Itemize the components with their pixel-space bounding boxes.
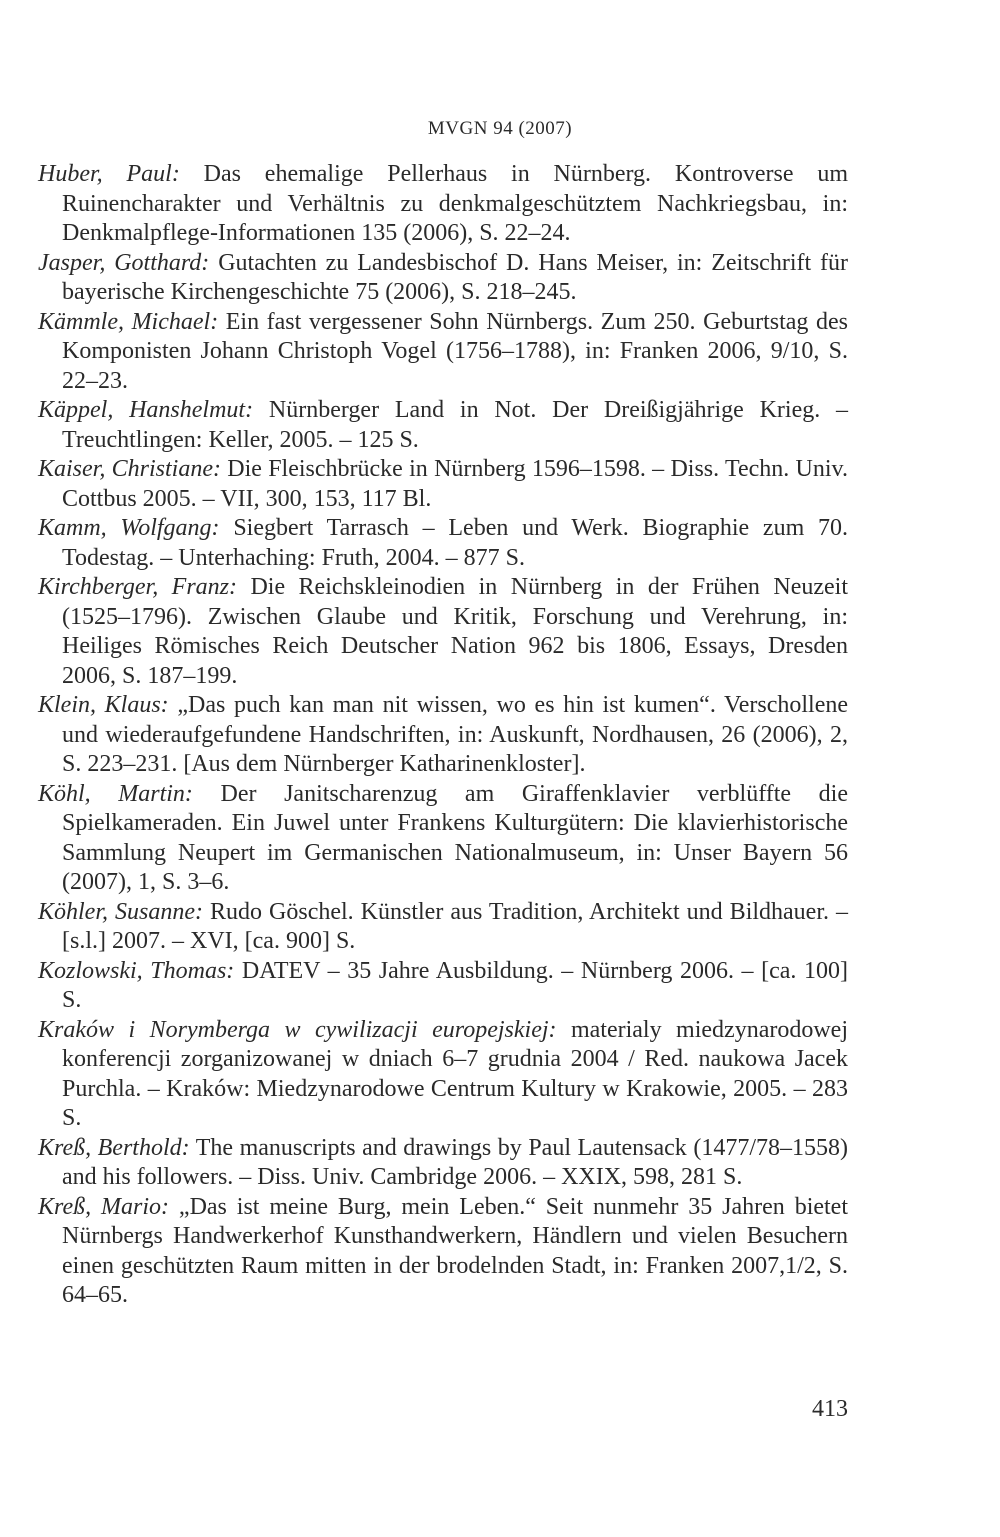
bibliography-entry (38, 249, 848, 308)
entry-text: Der Janitscharenzug am Giraffenklavier verblüffte die Spielkameraden. Ein Juwel unter Frankens Kulturgütern: Die klavierhistorische Sammlung Neupert im Germanischen Nationalmuseum, in: Unser Bayern 56 (2007), 1, S. 3–6. (62, 780, 848, 895)
entry-author: Kaiser, Christiane: (38, 456, 221, 482)
entry-author: Kämmle, Michael: (38, 308, 219, 335)
bibliography-entry (38, 691, 848, 780)
bibliography-entry (38, 160, 848, 249)
bibliography-entry (38, 957, 848, 1016)
entry-text: materialy miedzynarodowej konferencji zorganizowanej w dniach 6–7 grudnia 2004 / Red. naukowa Jacek Purchla. – Kraków: Miedzynarodowe Centrum Kultury w Krakowie, 2005. – 283 S. (62, 1016, 848, 1131)
entry-text: Die Fleischbrücke in Nürnberg 1596–1598. – Diss. Techn. Univ. Cottbus 2005. – VII, 300, 153, 117 Bl. (62, 456, 848, 512)
entry-author: Kreß, Berthold: (38, 1134, 190, 1161)
entry-text: The manuscripts and drawings by Paul Lautensack (1477/78–1558) and his followers. – Diss. Univ. Cambridge 2006. – XXIX, 598, 281 S. (62, 1134, 848, 1190)
entry-text: „Das puch kan man nit wissen, wo es hin ist kumen“. Verschollene und wiederaufgefundene Handschriften, in: Auskunft, Nordhausen, 26 (2006), 2, S. 223–231. [Aus dem Nürnberger Katharinenkloster]. (62, 692, 849, 777)
page-number: 413 (812, 1396, 848, 1422)
bibliography-entry (38, 1193, 848, 1311)
bibliography-entry (38, 455, 848, 514)
bibliography-entry (38, 308, 848, 397)
bibliography-entry (38, 396, 848, 455)
entry-text: Das ehemalige Pellerhaus in Nürnberg. Kontroverse um Ruinencharakter und Verhältnis zu denkmalgeschütztem Nachkriegsbau, in: Denkmalpflege-Informationen 135 (2006), S. 22–24. (62, 161, 848, 246)
entry-text: Siegbert Tarrasch – Leben und Werk. Biographie zum 70. Todestag. – Unterhaching: Fruth, 2004. – 877 S. (62, 515, 849, 571)
entry-text: Gutachten zu Landesbischof D. Hans Meiser, in: Zeitschrift für bayerische Kirchengeschichte 75 (2006), S. 218–245. (62, 249, 849, 305)
running-head: MVGN 94 (2007) (427, 118, 573, 139)
bibliography-entry (38, 573, 848, 691)
entry-text: DATEV – 35 Jahre Ausbildung. – Nürnberg 2006. – [ca. 100] S. (62, 957, 848, 1013)
entry-text: Ein fast vergessener Sohn Nürnbergs. Zum 250. Geburtstag des Komponisten Johann Christoph Vogel (1756–1788), in: Franken 2006, 9/10, S. 22–23. (62, 308, 848, 394)
entry-author: Köhl, Martin: (38, 780, 193, 807)
entry-author: Kamm, Wolfgang: (38, 515, 220, 541)
bibliography-entry (38, 780, 848, 898)
bibliography-list (38, 160, 848, 1311)
entry-author: Kozlowski, Thomas: (38, 957, 235, 984)
entry-text: Nürnberger Land in Not. Der Dreißigjährige Krieg. – Treuchtlingen: Keller, 2005. – 125 S. (62, 397, 849, 453)
entry-author: Kreß, Mario: (38, 1193, 170, 1220)
entry-text: Die Reichskleinodien in Nürnberg in der Frühen Neuzeit (1525–1796). Zwischen Glaube und Kritik, Forschung und Verehrung, in: Heiliges Römisches Reich Deutscher Nation 962 bis 1806, Essays, Dresden 2006, S. 187–199. (62, 574, 849, 689)
bibliography-entry (38, 1016, 848, 1134)
entry-text: Rudo Göschel. Künstler aus Tradition, Architekt und Bildhauer. – [s.l.] 2007. – XVI, [ca. 900] S. (62, 898, 849, 954)
entry-author: Kraków i Norymberga w cywilizacji europejskiej: (38, 1016, 557, 1043)
bibliography-entry (38, 898, 848, 957)
entry-text: „Das ist meine Burg, mein Leben.“ Seit nunmehr 35 Jahren bietet Nürnbergs Handwerkerhof Kunsthandwerkern, Händlern und vielen Besuchern einen geschützten Raum mitten in der brodelnden Stadt, in: Franken 2007,1/2, S. 64–65. (62, 1193, 849, 1308)
bibliography-entry (38, 514, 848, 573)
bibliography-entry (38, 1134, 848, 1193)
entry-author: Käppel, Hanshelmut: (38, 397, 254, 423)
entry-author: Kirchberger, Franz: (38, 574, 237, 600)
entry-author: Klein, Klaus: (38, 692, 169, 718)
entry-author: Huber, Paul: (38, 161, 180, 187)
entry-author: Köhler, Susanne: (38, 898, 203, 925)
entry-author: Jasper, Gotthard: (38, 249, 210, 276)
